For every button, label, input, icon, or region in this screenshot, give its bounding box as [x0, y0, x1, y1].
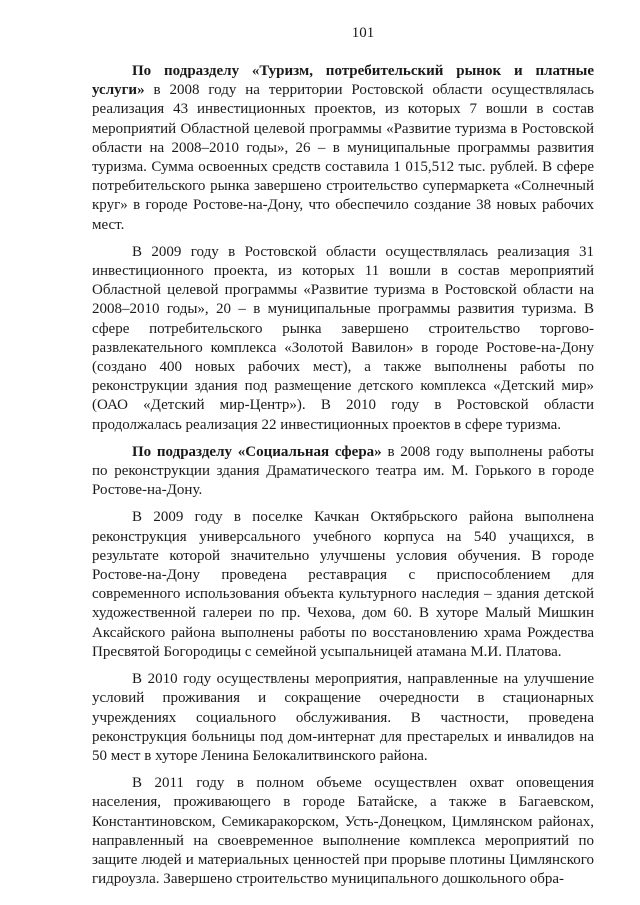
paragraph-text: В 2009 году в Ростовской области осуществлялась реализация 31 инвестиционного проекта, из которых 11 вошли в состав мероприятий Областной целевой программы «Развитие туризма в Ростовской области на 2008–2010 годы», 20 – в муниципальные программы развития туризма. В сфере потребительского рынка завершено строительство торгово-развлекательного комплекса «Золотой Вавилон» в городе Ростове-на-Дону (создано 400 новых рабочих мест), а также выполнены работы по реконструкции здания под размещение детского комплекса «Детский мир» (ОАО «Детский мир-Центр»). В 2010 году в Ростовской области продолжалась реализация 22 инвестиционных проектов в сфере туризма. [92, 243, 594, 433]
paragraph-text: в 2008 году выполнены работы по реконструкции здания Драматического театра им. М. Горького в городе Ростове-на-Дону. [92, 443, 594, 499]
paragraph-text: в 2008 году на территории Ростовской области осуществлялась реализация 43 инвестиционных проектов, из которых 7 вошли в состав мероприятий Областной целевой программы «Развитие туризма в Ростовской области на 2008–2010 годы», 26 – в муниципальные программы развития туризма. Сумма освоенных средств составила 1 015,512 тыс. рублей. В сфере потребительского рынка завершено строительство супермаркета «Солнечный круг» в городе Ростове-на-Дону, что обеспечило создание 38 новых рабочих мест. [92, 82, 594, 233]
paragraph-tourism-2009 [92, 243, 594, 435]
paragraph-social-2010 [92, 670, 594, 766]
paragraph-text: В 2011 году в полном объеме осуществлен охват оповещения населения, проживающего в городе Батайске, а также в Багаевском, Константиновском, Семикаракорском, Усть-Донецком, Цимлянском районах, направленный на своевременное выполнение комплекса мероприятий по защите людей и материальных ценностей при прорыве плотины Цимлянского гидроузла. Завершено строительство муниципального дошкольного обра- [92, 775, 594, 888]
paragraph-social-2008 [92, 443, 594, 501]
paragraph-social-2011 [92, 774, 594, 889]
section-heading-tourism: По подразделу «Туризм, потребительский рынок и платные услуги» [92, 63, 594, 99]
paragraph-tourism-2008 [92, 62, 594, 235]
paragraph-social-2009 [92, 508, 594, 662]
section-heading-social: По подразделу «Социальная сфера» [132, 443, 382, 460]
paragraph-text: В 2009 году в поселке Качкан Октябрьского района выполнена реконструкция универсального учебного корпуса на 540 учащихся, в результате которой значительно улучшены условия обучения. В городе Ростове-на-Дону проведена реставрация с приспособлением для современного использования объекта культурного наследия – здания детской художественной галереи по пр. Чехова, дом 60. В хуторе Малый Мишкин Аксайского района выполнены работы по восстановлению храма Рождества Пресвятой Богородицы с семейной усыпальницей атамана М.И. Платова. [92, 509, 594, 660]
paragraph-text: В 2010 году осуществлены мероприятия, направленные на улучшение условий проживания и сокращение очередности в стационарных учреждениях социального обслуживания. В частности, проведена реконструкция больницы под дом-интернат для престарелых и инвалидов на 50 мест в хуторе Ленина Белокалитвинского района. [92, 671, 594, 764]
page-number: 101 [351, 25, 375, 41]
